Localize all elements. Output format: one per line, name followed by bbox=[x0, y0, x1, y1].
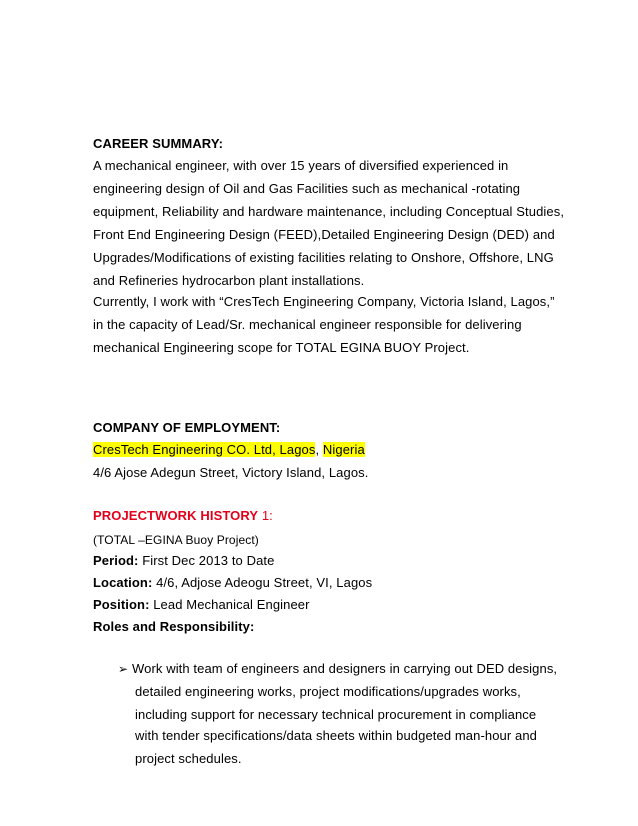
project-heading-main: PROJECTWORK HISTORY bbox=[93, 508, 259, 523]
company-line bbox=[93, 442, 365, 458]
summary-line: A mechanical engineer, with over 15 years of diversified experienced in bbox=[93, 158, 509, 173]
location-label: Location: bbox=[93, 575, 153, 590]
company-address: 4/6 Ajose Adegun Street, Victory Island, Lagos. bbox=[93, 465, 369, 480]
bullet-text: Work with team of engineers and designers in carrying out DED designs, bbox=[132, 661, 558, 676]
summary-line: and Refineries hydrocarbon plant installations. bbox=[93, 273, 365, 288]
position-label: Position: bbox=[93, 597, 150, 612]
company-separator: , bbox=[315, 442, 323, 457]
summary-line: mechanical Engineering scope for TOTAL EGINA BUOY Project. bbox=[93, 340, 470, 355]
summary-line: equipment, Reliability and hardware maintenance, including Conceptual Studies, bbox=[93, 204, 565, 219]
summary-line: in the capacity of Lead/Sr. mechanical engineer responsible for delivering bbox=[93, 317, 522, 332]
company-name: CresTech Engineering CO. Ltd, Lagos bbox=[93, 442, 316, 457]
bullet-continuation: including support for necessary technical procurement in compliance bbox=[135, 707, 537, 722]
bullet-continuation: detailed engineering works, project modifications/upgrades works, bbox=[135, 684, 521, 699]
location-row bbox=[93, 575, 372, 591]
position-value: Lead Mechanical Engineer bbox=[149, 597, 310, 612]
position-row bbox=[93, 597, 310, 613]
project-name: (TOTAL –EGINA Buoy Project) bbox=[93, 533, 259, 547]
location-value: 4/6, Adjose Adeogu Street, VI, Lagos bbox=[152, 575, 373, 590]
employment-heading: COMPANY OF EMPLOYMENT: bbox=[93, 420, 281, 435]
summary-line: Front End Engineering Design (FEED),Detailed Engineering Design (DED) and bbox=[93, 227, 555, 242]
arrow-bullet-icon: ➢ bbox=[118, 662, 129, 676]
summary-line: Upgrades/Modifications of existing facilities relating to Onshore, Offshore, LNG bbox=[93, 250, 554, 265]
bullet-continuation: with tender specifications/data sheets within budgeted man-hour and bbox=[135, 728, 537, 743]
company-country: Nigeria bbox=[322, 442, 365, 457]
bullet-continuation: project schedules. bbox=[135, 751, 242, 766]
summary-line: Currently, I work with “CresTech Engineering Company, Victoria Island, Lagos,” bbox=[93, 294, 555, 309]
project-heading bbox=[93, 508, 273, 524]
project-heading-num: 1: bbox=[258, 508, 273, 523]
roles-heading: Roles and Responsibility: bbox=[93, 619, 255, 634]
career-summary-heading: CAREER SUMMARY: bbox=[93, 136, 224, 151]
period-row bbox=[93, 553, 274, 569]
bullet-item bbox=[118, 661, 557, 677]
summary-line: engineering design of Oil and Gas Facilities such as mechanical -rotating bbox=[93, 181, 521, 196]
period-value: First Dec 2013 to Date bbox=[138, 553, 275, 568]
period-label: Period: bbox=[93, 553, 139, 568]
